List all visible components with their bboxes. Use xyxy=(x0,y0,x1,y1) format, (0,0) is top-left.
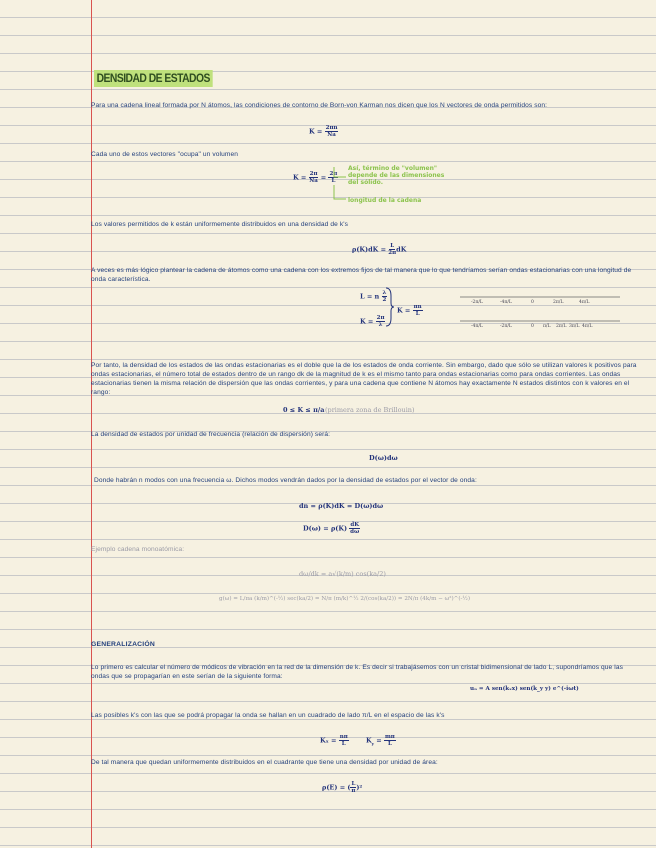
axis2-tick: 2π/L xyxy=(556,324,567,329)
axis2-tick: 3π/L xyxy=(569,324,580,329)
equation-g-omega: g(ω) = L/πa (k/m)^(-½) sec(ka/2) = N/π (m/k)^½ 2/(cos(ka/2)) = 2N/π (4k/m − ω²)^(-½) xyxy=(219,596,471,602)
equation-d-omega-def: D(ω) = ρ(K) $\frac{dK}{d\omega}$ xyxy=(303,522,360,535)
equation-density-k: ρ(K)dK = $\frac{L}{2\pi}$ dK xyxy=(352,243,407,256)
paragraph-born-karman: Para una cadena lineal formada por N átomos, las condiciones de contorno de Born-von Karman nos dicen que los N vectores de onda permitidos son: xyxy=(91,102,548,109)
axis1-tick: 4π/L xyxy=(579,300,590,305)
axis1-tick: 0 xyxy=(531,300,534,305)
equation-kx: Kₓ = $\frac{n\pi}{L}$ xyxy=(320,734,348,747)
axis1-tick: 2π/L xyxy=(553,300,564,305)
paragraph-generalization: Lo primero es calcular el número de módicos de vibración en la red de la dimensión de k. Es decir si trabajásemos con un cristal bidimensional de lado L, supondríamos que las ondas que se propagarían en este serían de la siguiente forma: xyxy=(91,664,623,680)
paragraph-modes: Donde habrán n modos con una frecuencia ω. Dichos modos vendrán dados por la densidad de estados por el vector de onda: xyxy=(94,477,477,484)
paragraph-distribution: Los valores permitidos de k están uniformemente distribuidos en una densidad de k's xyxy=(91,221,348,228)
note-volume: Así, término de "volumen" depende de las dimensiones del sólido. xyxy=(348,165,445,186)
brillouin-note: (primera zona de Brillouin) xyxy=(325,406,415,414)
equation-volume: K = $\frac{2\pi}{Na}$ = $\frac{2\pi}{L}$ xyxy=(293,171,338,184)
equation-k-standing: K = $\frac{\pi n}{L}$ xyxy=(397,304,422,317)
equation-area-density: ρ(E) = ( $\frac{L}{\pi}$ )² xyxy=(322,781,363,794)
axis2-tick: 0 xyxy=(531,324,534,329)
section-heading: GENERALIZACIÓN xyxy=(91,641,155,648)
axis1-tick: -2π/L xyxy=(471,300,483,305)
equation-ky: $K_y$ = $\frac{m\pi}{L}$ xyxy=(366,734,395,747)
page-title: DENSIDAD DE ESTADOS xyxy=(94,70,212,87)
equation-k-vectors: K = $\frac{2\pi n}{Na}$ xyxy=(309,125,338,138)
equation-dispersion: dω/dk = a√(k/m) cos(ka/2) xyxy=(299,570,386,578)
equation-d-omega: D(ω)dω xyxy=(369,454,398,462)
paragraph-fixed-ends: A veces es más lógico plantear la cadena de átomos como una cadena con los extremos fijos de tal manera que lo que tendríamos serían ondas estacionarias con una longitud de onda característica. xyxy=(91,267,632,283)
axis2-tick: π/L xyxy=(543,324,551,329)
note-arrows xyxy=(332,163,348,203)
margin-line xyxy=(91,0,92,848)
axis2-tick: -4π/L xyxy=(471,324,483,329)
paragraph-example: Ejemplo cadena monoatómica: xyxy=(91,546,185,553)
brace xyxy=(384,286,396,328)
paragraph-frequency: La densidad de estados por unidad de frecuencia (relación de dispersión) será: xyxy=(91,431,331,438)
paragraph-k-square: Las posibles k's con las que se podrá propagar la onda se hallan en un cuadrado de lado π/L en el espacio de las k's xyxy=(91,712,445,719)
equation-wavelength: L = n $\frac{\lambda}{2}$ xyxy=(360,290,387,303)
equation-wavevector: K = $\frac{2\pi}{\lambda}$ xyxy=(360,315,385,328)
equation-k-range: 0 ≤ K ≤ π/a xyxy=(283,406,325,414)
paragraph-standing-waves: Por tanto, la densidad de los estados de las ondas estacionarias es el doble que la de los estados de onda corriente. Sin embargo, dado que sólo se utilizan valores k positivos para ondas estacionarias, el número total de estados dentro de un rango dk de la magnitud de k es el mismo tanto para ondas estacionarias como para ondas corrientes. Las ondas estacionarias tienen la misma relación de dispersión que las ondas corrientes, y para una cadena que contiene N átomos hay exactamente N estados distintos con k valores en el rango: xyxy=(91,362,637,396)
paragraph-area-density: De tal manera que quedan uniformemente distribuidos en el cuadrante que tiene una densidad por unidad de área: xyxy=(91,759,438,766)
axis2-tick: 4π/L xyxy=(582,324,593,329)
axis1-tick: -4π/L xyxy=(500,300,512,305)
paragraph-volume: Cada uno de estos vectores "ocupa" un volumen xyxy=(91,151,239,158)
axis2-tick: -2π/L xyxy=(500,324,512,329)
note-length: longitud de la cadena xyxy=(348,197,422,204)
equation-dn: dn = ρ(K)dK = D(ω)dω xyxy=(299,502,384,510)
equation-2d-wave: uₙ = A sen(kₓx) sen(k_y y) e^(-iωt) xyxy=(470,686,579,692)
